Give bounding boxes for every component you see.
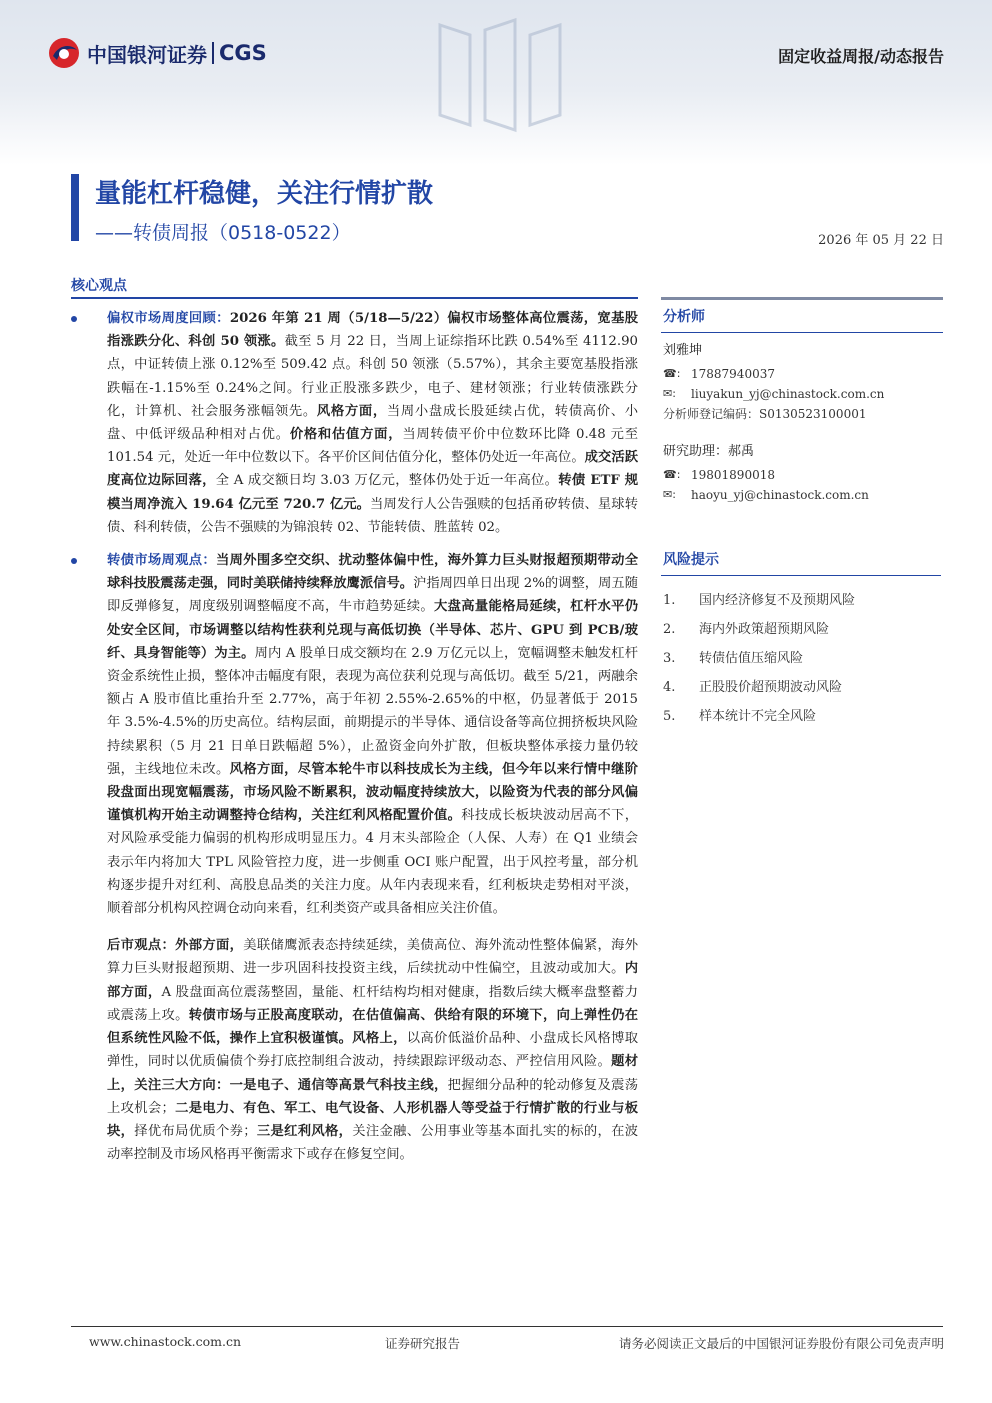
- bullet-icon: [71, 558, 77, 564]
- assistant-email[interactable]: haoyu_yj@chinastock.com.cn: [691, 488, 869, 502]
- footer-disclaimer: 请务必阅读正文最后的中国银河证券股份有限公司免责声明: [618, 1336, 944, 1351]
- assistant-email-row: [661, 485, 943, 505]
- list-item: 3. 转债估值压缩风险: [663, 651, 804, 666]
- footer-divider: [71, 1326, 943, 1327]
- risk-panel: [661, 543, 943, 731]
- analyst-phone: 17887940037: [691, 367, 775, 381]
- page-title: 量能杠杆稳健，关注行情扩散: [95, 179, 434, 209]
- logo-text-en: CGS: [219, 41, 267, 65]
- report-type: 固定收益周报/动态报告: [778, 47, 944, 66]
- phone-icon: ☎:: [663, 367, 681, 380]
- list-item: 5. 样本统计不完全风险: [663, 709, 817, 724]
- analyst-panel: [661, 297, 943, 505]
- analyst-phone-row: [661, 364, 943, 384]
- risk-divider: [661, 575, 941, 576]
- logo-divider: [212, 42, 214, 64]
- email-icon: ✉:: [663, 488, 676, 501]
- risk-heading: 风险提示: [663, 552, 719, 568]
- footer-website-link[interactable]: www.chinastock.com.cn: [89, 1334, 242, 1349]
- bullet-icon: [71, 316, 77, 322]
- core-views-body: [71, 307, 638, 1176]
- report-date: 2026 年 05 月 22 日: [818, 233, 944, 248]
- list-item: 2. 海内外政策超预期风险: [663, 622, 830, 637]
- logo-text-cn: 中国银河证券: [87, 42, 207, 67]
- paragraph-outlook: 后市观点：外部方面，美联储鹰派表态持续延续，美债高位、海外流动性整体偏紧，海外算力巨头财报超预期、进一步巩固科技投资主线，后续扰动中性偏空，且波动或加大。内部方面，A 股盘面高位震荡整固，量能、杠杆结构均相对健康，指数后续大概率盘整蓄力或震荡上攻。转债市场与正股高度联动，在估值偏高、供给有限的环境下，向上弹性仍在但系统性风险不低，操作上宜积极谨慎。风格上，以高价低溢价品种、小盘成长风格博取弹性，同时以优质偏债个券打底控制组合波动，持续跟踪评级动态、严控信用风险。题材上，关注三大方向：一是电子、通信等高景气科技主线，把握细分品种的轮动修复及震荡上攻机会；二是电力、有色、军工、电气设备、人形机器人等受益于行情扩散的行业与板块，择优布局优质个券；三是红利风格，关注金融、公用事业等基本面扎实的标的，在波动率控制及市场风格再平衡需求下或存在修复空间。: [107, 938, 639, 1163]
- phone-icon: ☎:: [663, 468, 681, 481]
- list-item: 4. 正股股价超预期波动风险: [663, 680, 843, 695]
- core-views-divider: [71, 297, 638, 299]
- paragraph-cb-weekly-view: 转债市场周观点：当周外围多空交织、扰动整体偏中性，海外算力巨头财报超预期带动全球科技股震荡走强，同时美联储持续释放鹰派信号。沪指周四单日出现 2%的调整，周五随即反弹修复，周度级别调整幅度不高，牛市趋势延续。大盘高量能格局延续，杠杆水平仍处安全区间，市场调整以结构性获利兑现与高低切换（半导体、芯片、GPU 到 PCB/玻纤、具身智能等）为主。周内 A 股单日成交额均在 2.9 万亿元以上，宽幅调整未触发杠杆资金系统性止损，整体冲击幅度有限，表现为高位获利兑现与高低切。截至 5/21，两融余额占 A 股市值比重抬升至 2.77%，高于年初 2.55%-2.65%的中枢，仍显著低于 2015 年 3.5%-4.5%的历史高位。结构层面，前期提示的半导体、通信设备等高位拥挤板块风险持续累积（5 月 21 日单日跌幅超 5%），止盈资金向外扩散，但板块整体承接力量仍较强，主线地位未改。风格方面，尽管本轮牛市以科技成长为主线，但今年以来行情中继阶段盘面出现宽幅震荡，市场风险不断累积，波动幅度持续放大，以险资为代表的部分风偏谨慎机构开始主动调整持仓结构，关注红利风格配置价值。科技成长板块波动居高不下，对风险承受能力偏弱的机构形成明显压力。4 月末头部险企（人保、人寿）在 Q1 业绩会表示年内将加大 TPL 风险管控力度，进一步侧重 OCI 账户配置，出于风控考量，部分机构逐步提升对红利、高股息品类的关注力度。从年内表现来看，红利板块走势相对平淡，顺着部分机构风控调仓动向来看，红利类资产或具备相应关注价值。: [71, 549, 638, 920]
- list-item: 1. 国内经济修复不及预期风险: [663, 593, 856, 608]
- cgs-watermark-graphic: [430, 15, 570, 135]
- analyst-email[interactable]: liuyakun_yj@chinastock.com.cn: [691, 387, 885, 401]
- page-subtitle: ——转债周报（0518-0522）: [95, 222, 351, 244]
- assistant-phone: 19801890018: [691, 468, 775, 482]
- footer-report-label: 证券研究报告: [385, 1336, 461, 1351]
- analyst-divider: [661, 332, 943, 333]
- email-icon: ✉:: [663, 387, 676, 400]
- analyst-name: 刘雅坤: [663, 343, 703, 358]
- research-assistant: 研究助理：郝禹: [663, 444, 755, 459]
- analyst-registration: 分析师登记编码：S0130523100001: [663, 407, 867, 421]
- analyst-email-row: [661, 384, 943, 404]
- core-views-heading: 核心观点: [71, 278, 127, 294]
- galaxy-logo-icon: [47, 36, 81, 70]
- brand-logo[interactable]: [47, 36, 267, 70]
- assistant-phone-row: [661, 465, 943, 485]
- title-accent-bar: [71, 174, 79, 241]
- paragraph-equity-review: 偏权市场周度回顾：2026 年第 21 周（5/18—5/22）偏权市场整体高位震荡，宽基股指涨跌分化、科创 50 领涨。截至 5 月 22 日，当周上证综指环比跌 0.54%至 4112.90 点，中证转债上涨 0.12%至 509.42 点。科创 50 领涨（5.57%），其余主要宽基股指涨跌幅在-1.15%至 0.24%之间。行业正股涨多跌少，电子、建材领涨；行业转债涨跌分化，计算机、社会服务涨幅领先。风格方面，当周小盘成长股延续占优，转债高价、小盘、中低评级品种相对占优。价格和估值方面，当周转债平价中位数环比降 0.48 元至 101.54 元，处近一年中位数以下。各平价区间估值分化，整体仍处近一年高位。成交活跃度高位边际回落，全 A 成交额日均 3.03 万亿元，整体仍处于近一年高位。转债 ETF 规模当周净流入 19.64 亿元至 720.7 亿元。当周发行人公告强赎的包括甬矽转债、星球转债、科利转债，公告不强赎的为锦浪转 02、节能转债、胜蓝转 02。: [71, 307, 638, 539]
- analyst-heading: 分析师: [663, 309, 705, 325]
- risk-list: [661, 586, 943, 731]
